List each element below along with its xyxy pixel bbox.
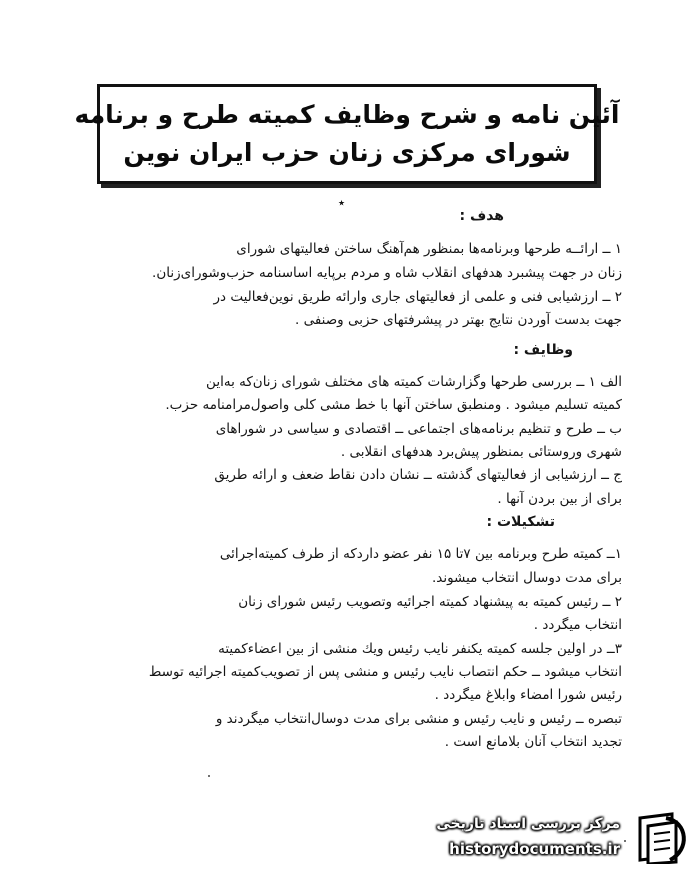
objective-line-1: ۱ ــ ارائــه طرحها وبرنامه‌ها بمنظور هم‌آهنگ ساختن فعالیتهای شورای	[236, 241, 622, 257]
objective-line-4: جهت بدست آوردن نتایج بهتر در پیشرفتهای حزبی وصنفی .	[294, 312, 622, 328]
organization-line-4: انتخاب میگردد .	[533, 617, 622, 633]
organization-line-6: انتخاب میشود ــ حکم انتصاب نایب رئیس و منشی پس از تصویب‌کمیته اجرائیه توسط	[148, 664, 622, 680]
objective-heading: هدف :	[459, 208, 504, 224]
organization-line-5: ۳ــ در اولین جلسه کمیته یکنفر نایب رئیس ویك منشی از بین اعضاءکمیته	[218, 641, 622, 657]
organization-line-9: تجدید انتخاب آنان بلامانع است .	[444, 734, 622, 750]
scan-speck	[208, 775, 210, 777]
archive-logo-icon	[636, 812, 692, 864]
duties-line-2: کمیته تسلیم میشود . ومنطبق ساختن آنها با خط مشی کلی واصول‌مرامنامه حزب.	[165, 397, 622, 413]
objective-line-3: ۲ ــ ارزشیابی فنی و علمی از فعالیتهای جاری وارائه طریق نوین‌فعالیت در	[213, 289, 622, 305]
title-line-2: شورای مرکزی زنان حزب ایران نوین	[123, 138, 571, 167]
organization-line-3: ۲ ــ رئیس کمیته به پیشنهاد کمیته اجرائیه وتصویب رئیس شورای زنان	[238, 594, 622, 610]
organization-heading: تشکیلات :	[486, 514, 555, 530]
duties-line-6: برای از بین بردن آنها .	[497, 491, 622, 507]
organization-line-7: رئیس شورا امضاء وابلاغ میگردد .	[434, 687, 622, 703]
archive-website: historydocuments.ir	[449, 840, 620, 858]
duties-line-4: شهری وروستائی بمنظور پیش‌برد هدفهای انقلابی .	[340, 444, 622, 460]
title-line-1: آئین نامه و شرح وظایف کمیته طرح و برنامه	[74, 100, 620, 129]
duties-heading: وظایف :	[513, 342, 573, 358]
organization-line-1: ۱ــ کمیته طرح وبرنامه بین ۷تا ۱۵ نفر عضو داردکه از طرف کمیته‌اجرائی	[219, 546, 622, 562]
duties-line-5: ج ــ ارزشیابی از فعالیتهای گذشته ــ نشان دادن نقاط ضعف و ارائه طریق	[214, 467, 622, 483]
objective-line-2: زنان در جهت پیشبرد هدفهای انقلاب شاه و مردم برپایه اساسنامه حزب‌وشورای‌زنان.	[152, 265, 622, 281]
ornament-mark: ٭	[338, 196, 346, 211]
archive-name: مرکز بررسی اسناد تاریخی	[436, 816, 620, 832]
scan-speck	[624, 840, 626, 842]
title-box	[74, 84, 620, 184]
duties-line-1: الف ۱ ــ بررسی طرحها وگزارشات کمیته های مختلف شورای زنان‌که به‌این	[206, 374, 622, 390]
organization-line-2: برای مدت دوسال انتخاب میشوند.	[431, 570, 622, 586]
duties-line-3: ب ــ طرح و تنظیم برنامه‌های اجتماعی ــ اقتصادی و سیاسی در شوراهای	[215, 421, 622, 437]
organization-line-8: تبصره ــ رئیس و نایب رئیس و منشی برای مدت دوسال‌انتخاب میگردند و	[215, 711, 622, 727]
